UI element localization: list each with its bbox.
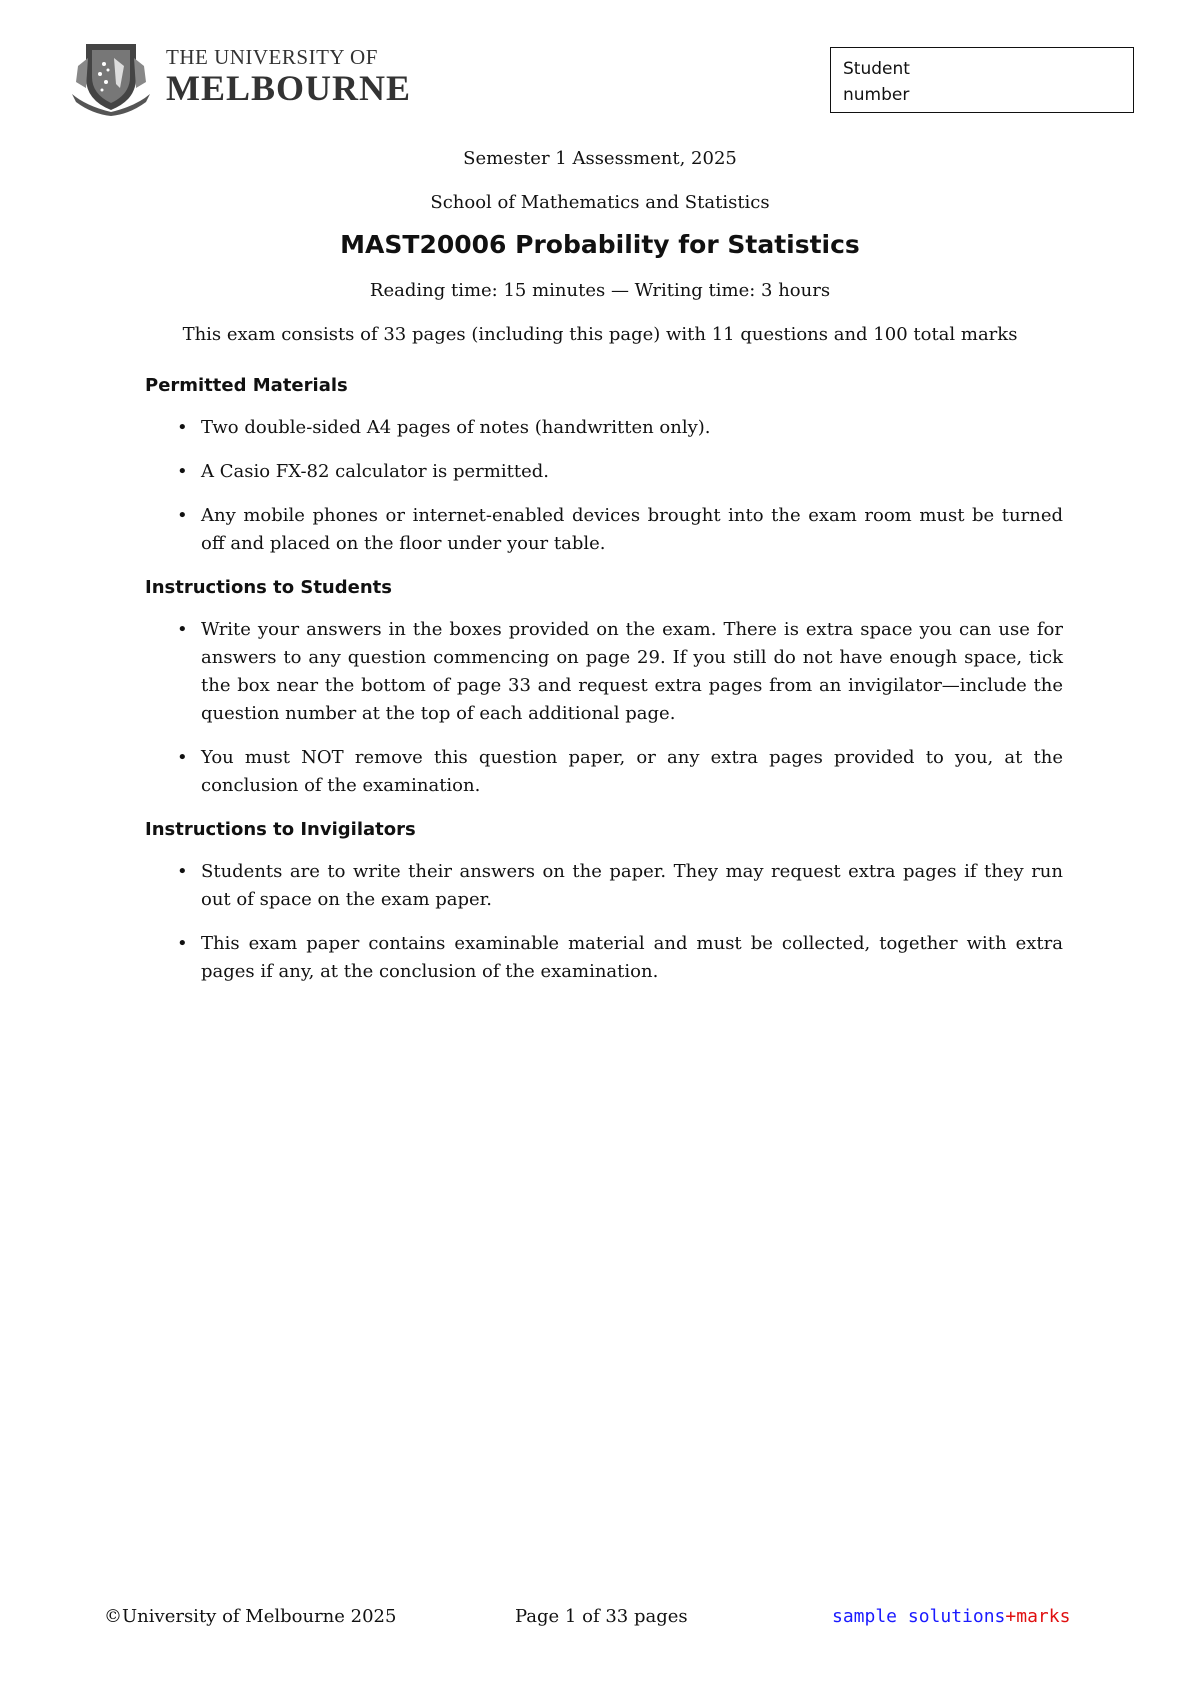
list-item [145, 616, 1063, 728]
footer-page-number: Page 1 of 33 pages [515, 1606, 688, 1627]
bullet-icon: • [177, 861, 188, 882]
university-crest-icon [66, 36, 156, 116]
list-item [145, 414, 1063, 442]
exam-title: MAST20006 Probability for Statistics [340, 230, 860, 259]
exam-description: This exam consists of 33 pages (including this page) with 11 questions and 100 total marks [182, 324, 1018, 345]
bullet-icon: • [177, 619, 188, 640]
logo-line-2: MELBOURNE [166, 67, 412, 108]
exam-times: Reading time: 15 minutes — Writing time: 3 hours [369, 280, 831, 301]
list-item-text: Write your answers in the boxes provided on the exam. There is extra space you can use for answers to any question commencing on page 29. If you still do not have enough space, tick the box near the bottom of page 33 and request extra pages from an invigilator—include the question number at the top of each additional page. [201, 619, 1063, 724]
bullet-icon: • [177, 505, 188, 526]
university-logo [66, 36, 412, 116]
list-item-text: This exam paper contains examinable material and must be collected, together with extra pages if any, at the conclusion of the examination. [201, 933, 1063, 982]
semester-line: Semester 1 Assessment, 2025 [463, 148, 737, 169]
invigilator-instructions-heading: Instructions to Invigilators [145, 819, 416, 840]
student-box-label-2: number [843, 85, 910, 105]
bullet-icon: • [177, 933, 188, 954]
footer-copyright: ©University of Melbourne 2025 [104, 1606, 397, 1627]
school-line: School of Mathematics and Statistics [430, 192, 770, 213]
list-item-text: Two double-sided A4 pages of notes (handwritten only). [201, 417, 711, 438]
student-instructions-heading: Instructions to Students [145, 577, 392, 598]
plus-text: + [1005, 1606, 1017, 1627]
bullet-icon: • [177, 461, 188, 482]
instructions-content [145, 372, 1063, 1002]
list-item [145, 502, 1063, 558]
footer-solutions-label [832, 1606, 1070, 1627]
marks-text: marks [1016, 1606, 1071, 1627]
permitted-materials-list [145, 414, 1063, 558]
list-item-text: Any mobile phones or internet-enabled devices brought into the exam room must be turned off and placed on the floor under your table. [201, 505, 1063, 554]
solutions-text: sample solutions [832, 1606, 1006, 1627]
list-item [145, 930, 1063, 986]
list-item [145, 458, 1063, 486]
permitted-materials-heading: Permitted Materials [145, 375, 348, 396]
bullet-icon: • [177, 417, 188, 438]
logo-line-1: THE UNIVERSITY OF [166, 44, 378, 69]
list-item-text: You must NOT remove this question paper, or any extra pages provided to you, at the conclusion of the examination. [201, 747, 1063, 796]
invigilator-instructions-list [145, 858, 1063, 986]
list-item-text: A Casio FX-82 calculator is permitted. [201, 461, 549, 482]
list-item-text: Students are to write their answers on the paper. They may request extra pages if they run out of space on the exam paper. [201, 861, 1063, 910]
bullet-icon: • [177, 747, 188, 768]
student-instructions-list [145, 616, 1063, 800]
list-item [145, 858, 1063, 914]
student-box-label-1: Student [843, 59, 910, 79]
student-number-box[interactable] [830, 47, 1134, 113]
list-item [145, 744, 1063, 800]
